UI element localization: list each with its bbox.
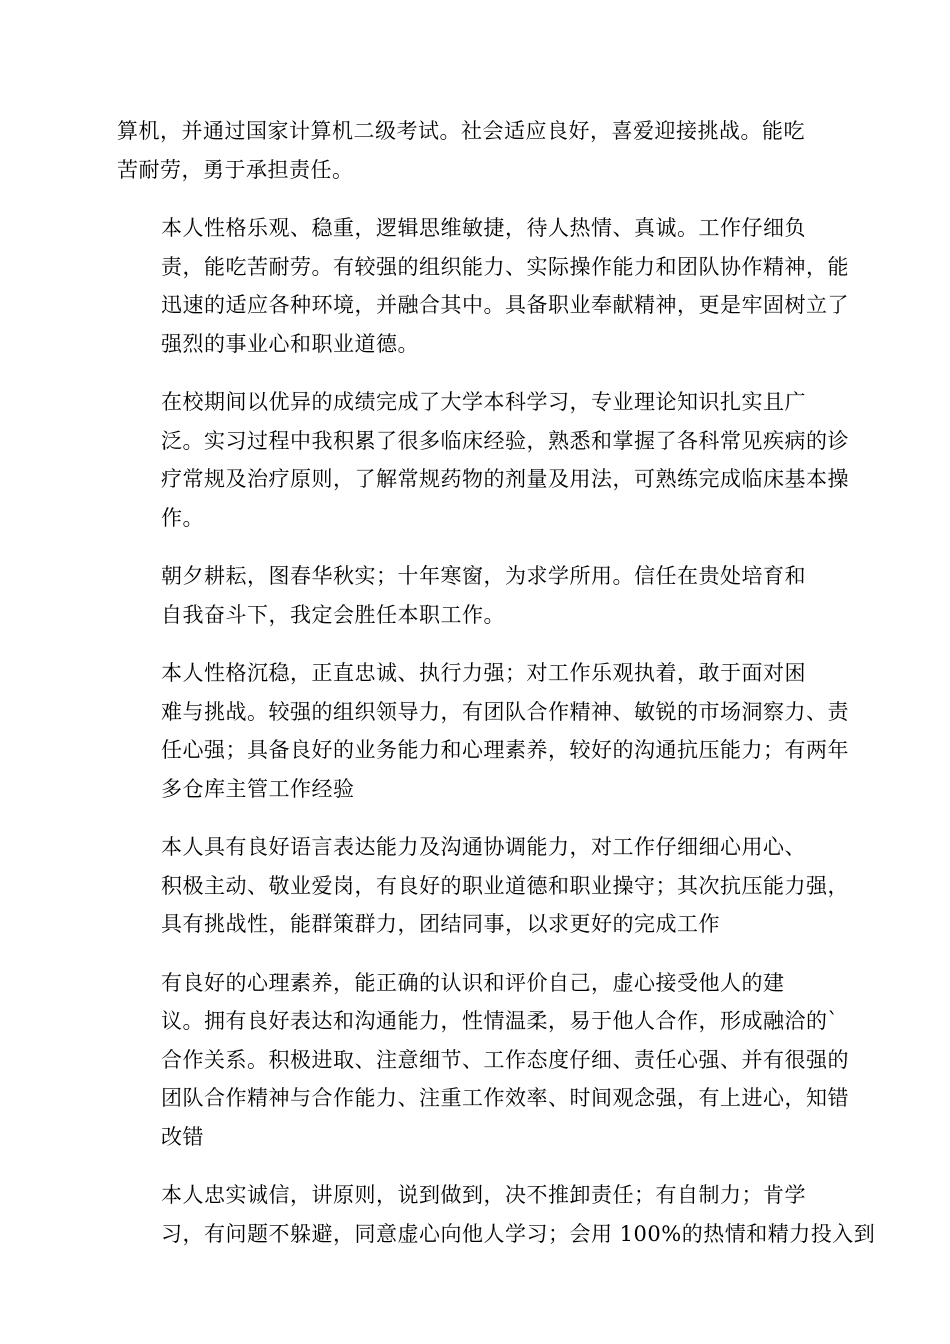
paragraph-line: 难与挑战。较强的组织领导力，有团队合作精神、敏锐的市场洞察力、责 bbox=[161, 699, 849, 724]
paragraph-line: 改错 bbox=[161, 1124, 204, 1149]
paragraph-line: 积极主动、敬业爱岗，有良好的职业道德和职业操守；其次抗压能力强， bbox=[161, 873, 849, 898]
paragraph-line: 本人忠实诚信，讲原则，说到做到，决不推卸责任；有自制力；肯学 bbox=[161, 1183, 806, 1207]
paragraph-line: 苦耐劳，勇于承担责任。 bbox=[117, 157, 354, 182]
paragraph-line: 强烈的事业心和职业道德。 bbox=[161, 331, 419, 356]
paragraph-line: 多仓库主管工作经验 bbox=[161, 776, 355, 801]
paragraph bbox=[117, 112, 833, 189]
paragraph-line: 团队合作精神与合作能力、注重工作效率、时间观念强，有上进心，知错 bbox=[161, 1086, 849, 1110]
paragraph-line: 习，有问题不躲避，同意虚心向他人学习；会用 100%的热情和精力投入到 bbox=[161, 1221, 876, 1246]
paragraph-line: 作。 bbox=[161, 505, 204, 530]
paragraph-line: 任心强；具备良好的业务能力和心理素养，较好的沟通抗压能力；有两年 bbox=[161, 738, 849, 762]
paragraph-line: 疗常规及治疗原则，了解常规药物的剂量及用法，可熟练完成临床基本操 bbox=[161, 467, 849, 491]
paragraph bbox=[117, 209, 849, 363]
paragraph-line: 在校期间以优异的成绩完成了大学本科学习，专业理论知识扎实且广 bbox=[161, 390, 806, 414]
paragraph-line: 有良好的心理素养，能正确的认识和评价自己，虚心接受他人的建 bbox=[161, 970, 785, 995]
paragraph-line: 议。拥有良好表达和沟通能力，性情温柔，易于他人合作，形成融洽的` bbox=[161, 1009, 839, 1033]
paragraph-line: 本人性格沉稳，正直忠诚、执行力强；对工作乐观执着，敢于面对困 bbox=[161, 661, 806, 685]
paragraph bbox=[117, 828, 849, 944]
paragraph-line: 合作关系。积极进取、注意细节、工作态度仔细、责任心强、并有很强的 bbox=[161, 1047, 849, 1072]
paragraph-line: 本人性格乐观、稳重，逻辑思维敏捷，待人热情、真诚。工作仔细负 bbox=[161, 216, 806, 240]
paragraph bbox=[117, 964, 849, 1157]
paragraph-line: 具有挑战性，能群策群力，团结同事，以求更好的完成工作 bbox=[161, 912, 720, 936]
paragraph-line: 自我奋斗下，我定会胜任本职工作。 bbox=[161, 602, 505, 627]
paragraph bbox=[117, 654, 849, 808]
document-body bbox=[117, 112, 876, 1273]
paragraph bbox=[117, 1176, 876, 1253]
paragraph bbox=[117, 557, 833, 634]
paragraph-line: 朝夕耕耘，图春华秋实；十年寒窗，为求学所用。信任在贵处培育和 bbox=[161, 564, 806, 588]
paragraph-line: 迅速的适应各种环境，并融合其中。具备职业奉献精神，更是牢固树立了 bbox=[161, 293, 849, 317]
paragraph bbox=[117, 383, 849, 537]
paragraph-line: 本人具有良好语言表达能力及沟通协调能力，对工作仔细细心用心、 bbox=[161, 835, 806, 859]
paragraph-line: 责，能吃苦耐劳。有较强的组织能力、实际操作能力和团队协作精神，能 bbox=[161, 254, 849, 279]
paragraph-line: 算机，并通过国家计算机二级考试。社会适应良好，喜爱迎接挑战。能吃 bbox=[117, 119, 805, 143]
paragraph-line: 泛。实习过程中我积累了很多临床经验，熟悉和掌握了各科常见疾病的诊 bbox=[161, 428, 849, 453]
